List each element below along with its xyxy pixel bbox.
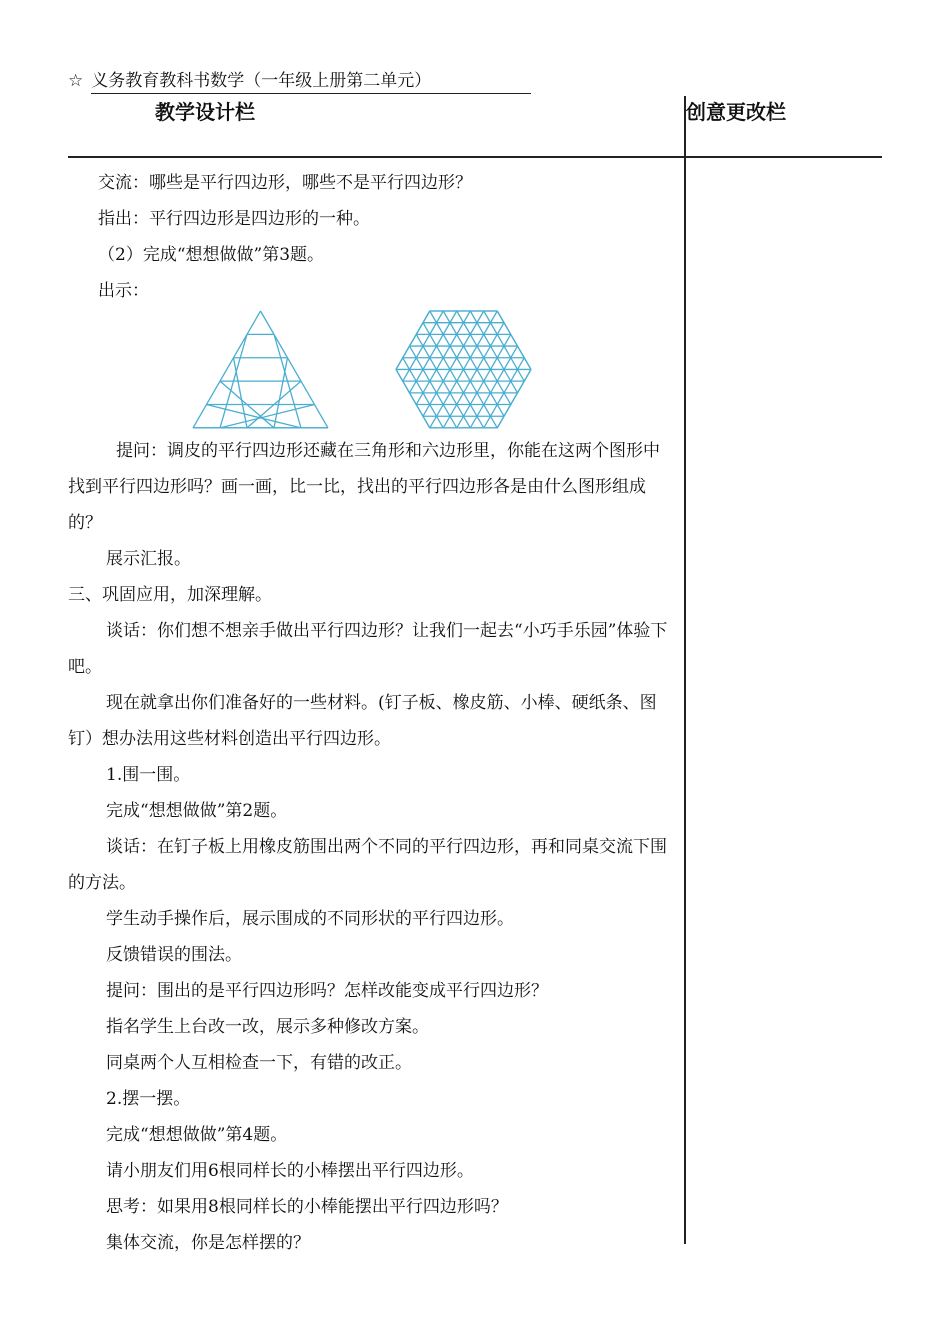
grid-line [396,311,430,369]
grid-line [274,358,288,428]
grid-line [396,369,430,427]
grid-line [497,311,531,369]
grid-line [423,311,484,416]
grid-line [443,311,504,416]
section-heading: 三、巩固应用，加深理解。 [68,585,272,605]
column-divider [684,96,686,1244]
paragraph: 谈话：在钉子板上用橡皮筋围出两个不同的平行四边形，再和同桌交流下围的方法。 [68,837,667,893]
paragraph: 完成“想想做做”第4题。 [106,1125,288,1145]
paragraph: 提问：围出的是平行四边形吗？怎样改能变成平行四边形？ [106,981,548,1001]
paragraph: （2）完成“想想做做”第3题。 [98,245,325,265]
grid-line [443,323,504,428]
paragraph: 1.围一围。 [106,765,191,785]
paragraph: 指名学生上台改一改，展示多种修改方案。 [106,1017,429,1037]
figure-row [68,309,672,433]
grid-line [423,323,484,428]
column-title-design: 教学设计栏 [155,100,255,124]
paragraph: 思考：如果用8根同样长的小棒能摆出平行四边形吗？ [106,1197,508,1217]
paragraph: 现在就拿出你们准备好的一些材料。(钉子板、橡皮筋、小棒、硬纸条、图钉）想办法用这些材料创造出平行四边形。 [68,693,657,749]
paragraph: 指出：平行四边形是四边形的一种。 [98,209,370,229]
grid-line [261,311,329,428]
paragraph-question: 提问：调皮的平行四边形还藏在三角形和六边形里，你能在这两个图形中找到平行四边形吗？画一画，比一比，找出的平行四边形各是由什么图形组成的？ [68,441,660,533]
hexagon-grid-figure [394,309,534,431]
paragraph: 展示汇报。 [106,549,191,569]
grid-line [193,311,261,428]
paragraph: 交流：哪些是平行四边形，哪些不是平行四边形？ [98,173,472,193]
document-header [68,66,531,94]
star-icon: ☆ [68,71,84,91]
paragraph: 集体交流，你是怎样摆的？ [106,1233,310,1253]
paragraph: 出示： [98,281,149,301]
lesson-content [68,165,672,1261]
paragraph: 反馈错误的围法。 [106,945,242,965]
grid-line [497,369,531,427]
paragraph: 2.摆一摆。 [106,1089,191,1109]
triangle-grid-figure [191,309,331,431]
paragraph: 请小朋友们用6根同样长的小棒摆出平行四边形。 [106,1161,474,1181]
grid-line [234,358,248,428]
paragraph: 学生动手操作后，展示围成的不同形状的平行四边形。 [106,909,514,929]
paragraph: 谈话：你们想不想亲手做出平行四边形？让我们一起去“小巧手乐园”体验下吧。 [68,621,668,677]
paragraph: 完成“想想做做”第2题。 [106,801,288,821]
document-title: 义务教育教科书数学（一年级上册第二单元） [91,66,531,94]
paragraph: 同桌两个人互相检查一下，有错的改正。 [106,1053,412,1073]
header-divider [68,156,882,158]
column-title-revision: 创意更改栏 [686,100,786,124]
